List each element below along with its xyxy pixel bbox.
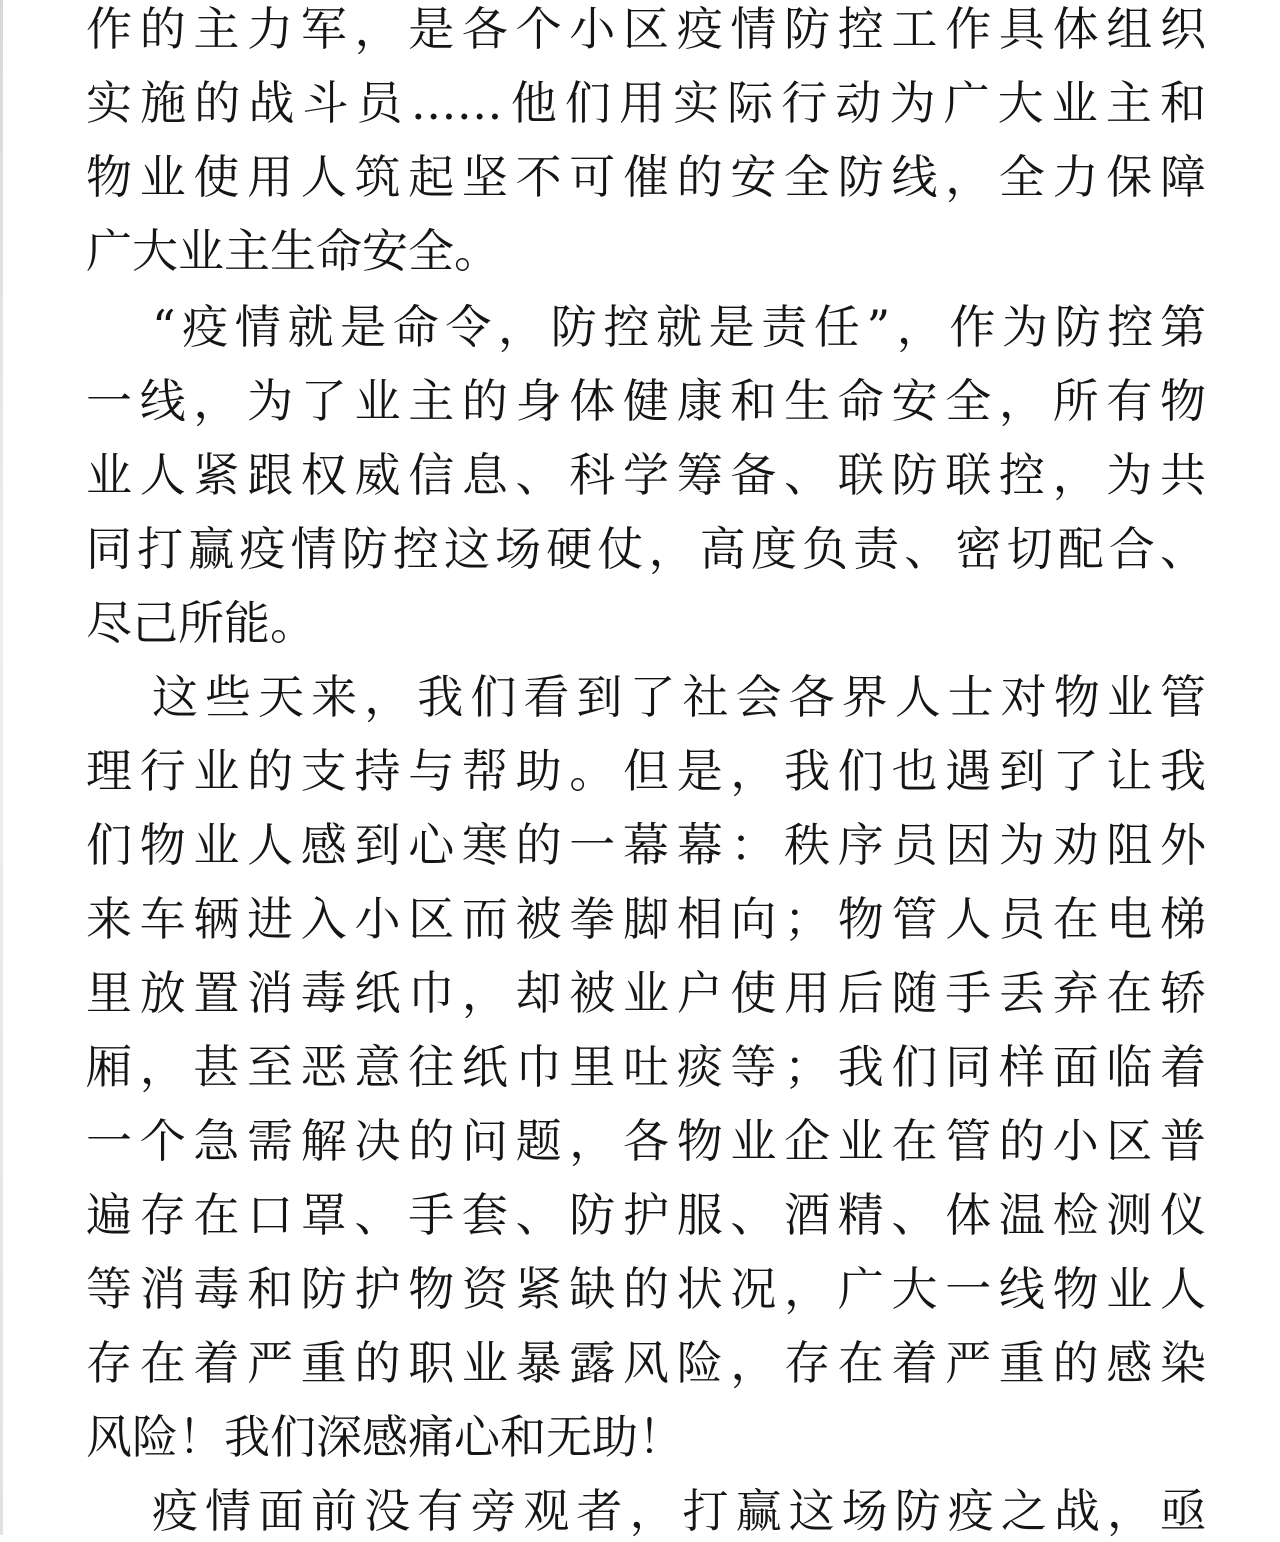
text-line: 们物业人感到心寒的一幕幕：秩序员因为劝阻外 [86, 818, 1206, 872]
text-line: 等消毒和防护物资紧缺的状况，广大一线物业人 [86, 1262, 1206, 1316]
text-line: 尽己所能。 [86, 596, 316, 650]
text-line: 风险！我们深感痛心和无助！ [86, 1410, 684, 1464]
text-line: 遍存在口罩、手套、防护服、酒精、体温检测仪 [86, 1188, 1206, 1242]
page-edge-shadow [0, 0, 3, 1535]
text-line: 同打赢疫情防控这场硬仗，高度负责、密切配合、 [86, 522, 1206, 576]
text-line: 里放置消毒纸巾，却被业户使用后随手丢弃在轿 [86, 966, 1206, 1020]
paragraph-first-line: 这些天来，我们看到了社会各界人士对物业管 [152, 670, 1206, 724]
paragraph-first-line: “疫情就是命令，防控就是责任”，作为防控第 [152, 300, 1206, 354]
text-line: 作的主力军，是各个小区疫情防控工作具体组织 [86, 2, 1206, 56]
text-line: 来车辆进入小区而被拳脚相向；物管人员在电梯 [86, 892, 1206, 946]
text-line: 厢，甚至恶意往纸巾里吐痰等；我们同样面临着 [86, 1040, 1206, 1094]
text-line: 业人紧跟权威信息、科学筹备、联防联控，为共 [86, 448, 1206, 502]
text-line: 广大业主生命安全。 [86, 224, 500, 278]
text-line: 物业使用人筑起坚不可催的安全防线，全力保障 [86, 150, 1206, 204]
text-line: 存在着严重的职业暴露风险，存在着严重的感染 [86, 1336, 1206, 1390]
paragraph-first-line: 疫情面前没有旁观者，打赢这场防疫之战，亟 [152, 1484, 1206, 1538]
text-line: 实施的战斗员……他们用实际行动为广大业主和 [86, 76, 1206, 130]
text-line: 一个急需解决的问题，各物业企业在管的小区普 [86, 1114, 1206, 1168]
text-line: 理行业的支持与帮助。但是，我们也遇到了让我 [86, 744, 1206, 798]
text-line: 一线，为了业主的身体健康和生命安全，所有物 [86, 374, 1206, 428]
